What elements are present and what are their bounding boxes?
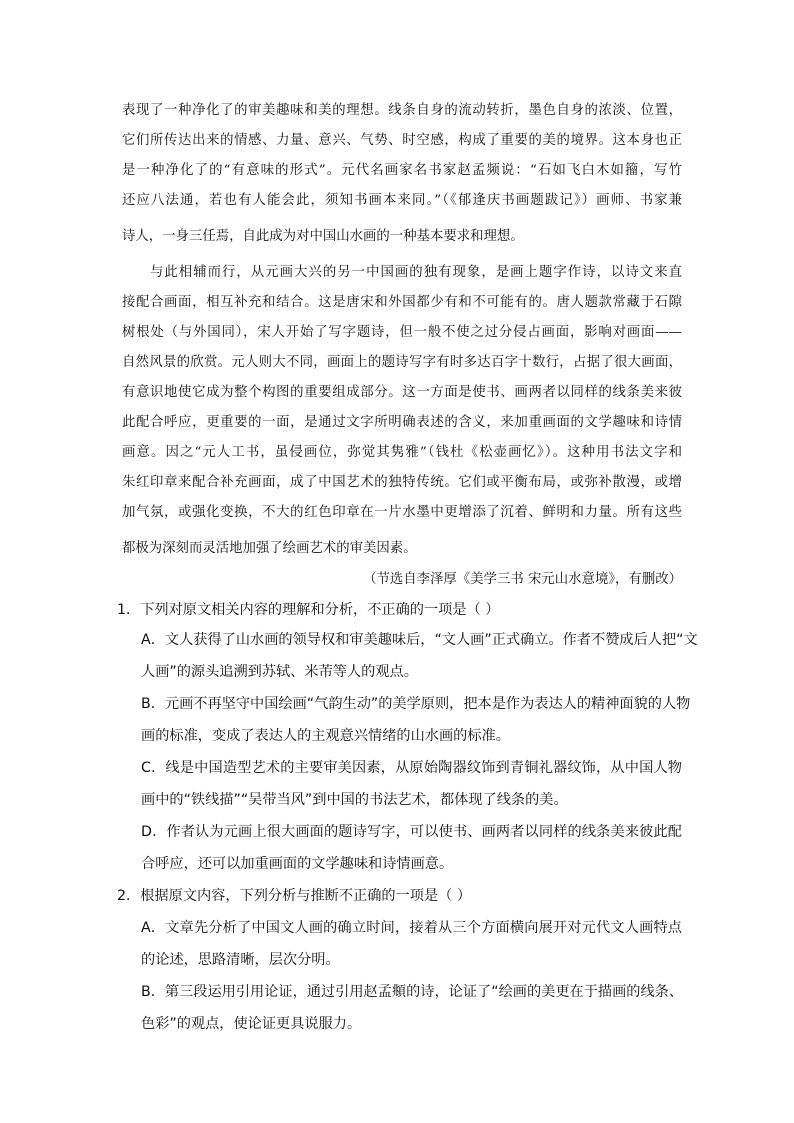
option-b-line: B．第三段运用引用论证，通过引用赵孟頫的诗，论证了“绘画的美更在于描画的线条、 xyxy=(141,984,684,1000)
question-stem: 2．根据原文内容，下列分析与推断不正确的一项是（ ） xyxy=(117,888,472,904)
passage-line: 是一种净化了的“有意味的形式”。元代名画家名书家赵孟频说：“石如飞白木如籀，写竹 xyxy=(122,163,682,178)
passage-line: 接配合画面，相互补充和结合。这是唐宋和外国都少有和不可能有的。唐人题款常藏于石隙 xyxy=(122,295,682,310)
option-b-line: 色彩”的观点，使论证更具说服力。 xyxy=(141,1016,362,1032)
passage-line: 树根处（与外国同），宋人开始了写字题诗，但一般不使之过分侵占画面，影响对画面—— xyxy=(122,325,682,340)
option-a-line: A．文人获得了山水画的领导权和审美趣味后，“文人画”正式确立。作者不赞成后人把“文 xyxy=(141,632,698,648)
passage-line: 此配合呼应，更重要的一面，是通过文字所明确表述的含义，来加重画面的文学趣味和诗情 xyxy=(122,415,682,430)
option-b-line: 画的标准，变成了表达人的主观意兴情绪的山水画的标准。 xyxy=(141,728,510,744)
option-c-line: 画中的“铁线描”“吴带当风”到中国的书法艺术，都体现了线条的美。 xyxy=(141,792,568,808)
passage-line: 加气氛，或强化变换，不大的红色印章在一片水墨中更增添了沉着、鲜明和力量。所有这些 xyxy=(122,505,682,520)
option-d-line: 合呼应，还可以加重画面的文学趣味和诗情画意。 xyxy=(141,856,454,872)
option-a-line: 的论述，思路清晰，层次分明。 xyxy=(141,952,340,968)
passage-line: 它们所传达出来的情感、力量、意兴、气势、时空感，构成了重要的美的境界。这本身也正 xyxy=(122,133,682,148)
passage-line: 表现了一种净化了的审美趣味和美的理想。线条自身的流动转折，墨色自身的浓淡、位置， xyxy=(122,103,682,118)
option-a-line: 人画”的源头追溯到苏轼、米芾等人的观点。 xyxy=(141,664,418,680)
option-d-line: D．作者认为元画上很大画面的题诗写字，可以使书、画两者以同样的线条美来彼此配 xyxy=(141,824,682,840)
passage-line: 自然风景的欣赏。元人则大不同，画面上的题诗写字有时多达百字十数行，占据了很大画面， xyxy=(122,355,682,370)
passage-line: 都极为深刻而灵活地加强了绘画艺术的审美因素。 xyxy=(122,541,417,556)
option-a-line: A．文章先分析了中国文人画的确立时间，接着从三个方面横向展开对元代文人画特点 xyxy=(141,920,682,936)
passage-line: 诗人，一身三任焉，自此成为对中国山水画的一种基本要求和理想。 xyxy=(122,229,524,244)
option-c-line: C．线是中国造型艺术的主要审美因素，从原始陶器纹饰到青铜礼器纹饰，从中国人物 xyxy=(141,760,682,776)
option-b-line: B．元画不再坚守中国绘画“气韵生动”的美学原则，把本是作为表达人的精神面貌的人物 xyxy=(141,696,691,712)
passage-line: 画意。因之“元人工书，虽侵画位，弥觉其隽雅”（钱杜《松壶画忆》）。这种用书法文字和 xyxy=(122,445,682,460)
question-stem: 1．下列对原文相关内容的理解和分析，不正确的一项是（ ） xyxy=(117,602,500,618)
passage-line: 朱红印章来配合补充画面，成了中国艺术的独特传统。它们或平衡布局，或弥补散漫，或增 xyxy=(122,475,682,490)
passage-line: 有意识地使它成为整个构图的重要组成部分。这一方面是使书、画两者以同样的线条美来彼 xyxy=(122,385,682,400)
passage-line: 与此相辅而行，从元画大兴的另一中国画的独有现象，是画上题字作诗，以诗文来直 xyxy=(150,265,682,280)
passage-line: 还应八法通，若也有人能会此，须知书画本来同。”（《郁逢庆书画题跋记》）画师、书家兼 xyxy=(122,193,682,208)
passage-source: （节选自李泽厚《美学三书 宋元山水意境》，有删改） xyxy=(363,572,682,587)
